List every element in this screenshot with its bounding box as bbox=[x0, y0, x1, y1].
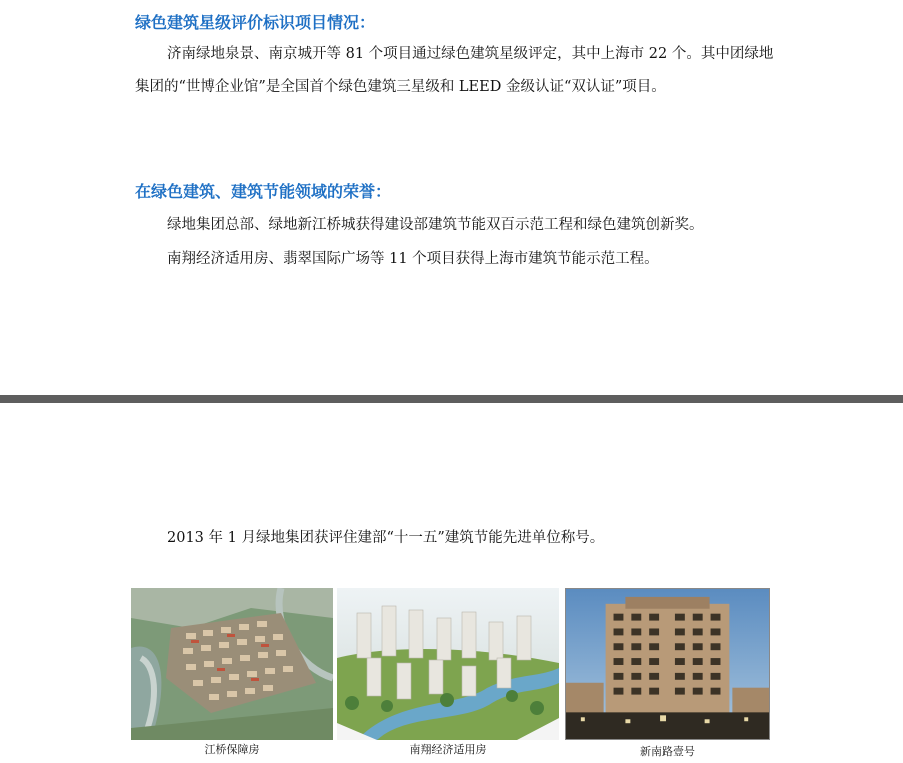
section-heading-green-building-rating: 绿色建筑星级评价标识项目情况： bbox=[135, 13, 376, 32]
rating-paragraph: 济南绿地泉景、南京城开等 81 个项目通过绿色建筑星级评定，其中上海市 22 个。其中团绿地集团的“世博企业馆”是全国首个绿色建筑三星级和 LEED 金级认证“双认证”项目。 bbox=[135, 46, 774, 95]
page-divider bbox=[0, 395, 903, 403]
award-line: 2013 年 1 月绿地集团获评住建部“十一五”建筑节能先进单位称号。 bbox=[167, 530, 605, 546]
highrise-complex-rendering-photo bbox=[337, 588, 559, 740]
photo-caption-2: 南翔经济适用房 bbox=[409, 743, 487, 756]
honor-line-2: 南翔经济适用房、翡翠国际广场等 11 个项目获得上海市建筑节能示范工程。 bbox=[167, 251, 659, 267]
honor-line-1: 绿地集团总部、绿地新江桥城获得建设部建筑节能双百示范工程和绿色建筑创新奖。 bbox=[167, 217, 704, 233]
section-heading-honors: 在绿色建筑、建筑节能领域的荣誉： bbox=[135, 182, 392, 201]
apartment-building-photo bbox=[565, 588, 770, 740]
photo-caption-3: 新南路壹号 bbox=[640, 745, 695, 758]
photo-caption-1: 江桥保障房 bbox=[204, 743, 260, 756]
aerial-residential-district-photo bbox=[131, 588, 333, 740]
